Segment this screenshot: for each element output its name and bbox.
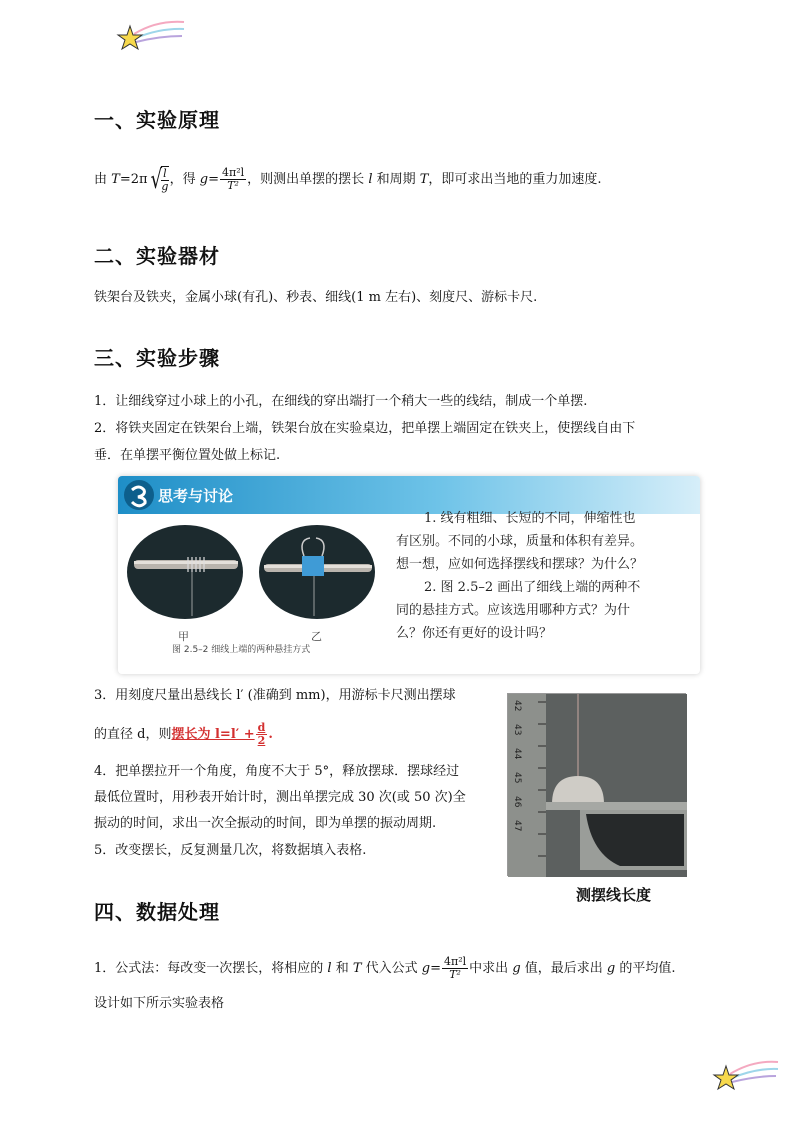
hanging-method-b-image xyxy=(258,524,376,620)
think-logo-icon xyxy=(124,480,154,510)
ruler-mark: 47 xyxy=(512,820,522,832)
measure-length-photo xyxy=(507,693,686,876)
step-2-line-2: 垂．在单摆平衡位置处做上标记. xyxy=(94,448,281,463)
ruler-mark: 44 xyxy=(512,748,522,760)
formula-method-paragraph: 1．公式法：每改变一次摆长，将相应的 l 和 T 代入公式 g= $\frac{\text{4π²l}}{\text{T²}}$ 中求出 g 值，最后求出 g 的平均值. xyxy=(94,955,676,981)
section-title-principle: 一、实验原理 xyxy=(94,108,220,132)
think-line-2: 有区别。不同的小球，质量和体积有差异。 xyxy=(396,534,644,549)
label-a: 甲 xyxy=(178,630,189,643)
think-title: 思考与讨论 xyxy=(158,487,234,505)
ruler-mark: 43 xyxy=(512,724,522,736)
step-2-line-1: 2．将铁夹固定在铁架台上端，铁架台放在实验桌边，把单摆上端固定在铁夹上，使摆线自由下 xyxy=(94,421,636,436)
hanging-method-a-image xyxy=(126,524,244,620)
step-3-line-1: 3．用刻度尺量出悬线长 l′ (准确到 mm)，用游标卡尺测出摆球 xyxy=(94,688,456,703)
ruler-mark: 45 xyxy=(512,772,522,784)
pendulum-length-formula: 摆长为 l=l′ + xyxy=(171,727,255,742)
section-title-data: 四、数据处理 xyxy=(94,900,220,924)
ruler-mark: 46 xyxy=(512,796,522,808)
think-line-4: 2. 图 2.5–2 画出了细线上端的两种不 xyxy=(424,580,641,595)
table-intro: 设计如下所示实验表格 xyxy=(94,996,225,1011)
section-title-steps: 三、实验步骤 xyxy=(94,346,220,370)
step-4-line-2: 最低位置时，用秒表开始计时，测出单摆完成 30 次(或 50 次)全 xyxy=(94,790,466,805)
step-4-line-1: 4．把单摆拉开一个角度，角度不大于 5°，释放摆球．摆球经过 xyxy=(94,764,460,779)
figure-caption: 图 2.5–2 细线上端的两种悬挂方式 xyxy=(172,645,311,655)
think-line-5: 同的悬挂方式。应该选用哪种方式？为什 xyxy=(396,603,631,618)
section-title-equipment: 二、实验器材 xyxy=(94,244,220,268)
photo-caption: 测摆线长度 xyxy=(576,886,652,904)
think-line-3: 想一想，应如何选择摆线和摆球？为什么？ xyxy=(396,557,644,572)
think-line-6: 么？你还有更好的设计吗？ xyxy=(396,626,553,641)
step-1: 1．让细线穿过小球上的小孔，在细线的穿出端打一个稍大一些的线结，制成一个单摆. xyxy=(94,394,588,409)
think-discuss-box xyxy=(118,476,700,674)
equipment-paragraph: 铁架台及铁夹，金属小球(有孔)、秒表、细线(1 m 左右)、刻度尺、游标卡尺. xyxy=(94,290,538,305)
principle-paragraph: 由 T=2π √ $\frac{l}{g}$ ，得 g= $\frac{\text{4π²l}}{\text{T²}}$ ，则测出单摆的摆长 l 和周期 T，即可求出当地的重力加速度. xyxy=(94,164,602,195)
shooting-star-icon xyxy=(708,1058,780,1098)
step-5: 5．改变摆长，反复测量几次，将数据填入表格. xyxy=(94,843,367,858)
step-4-line-3: 振动的时间，求出一次全振动的时间，即为单摆的振动周期. xyxy=(94,816,437,831)
shooting-star-icon xyxy=(112,18,186,58)
ruler-mark: 42 xyxy=(512,700,522,712)
think-line-1: 1. 线有粗细、长短的不同，伸缩性也 xyxy=(424,511,636,526)
step-3-line-2: 的直径 d，则摆长为 l=l′ + $\frac{d}{2}$ . xyxy=(94,721,273,747)
label-b: 乙 xyxy=(311,630,322,643)
